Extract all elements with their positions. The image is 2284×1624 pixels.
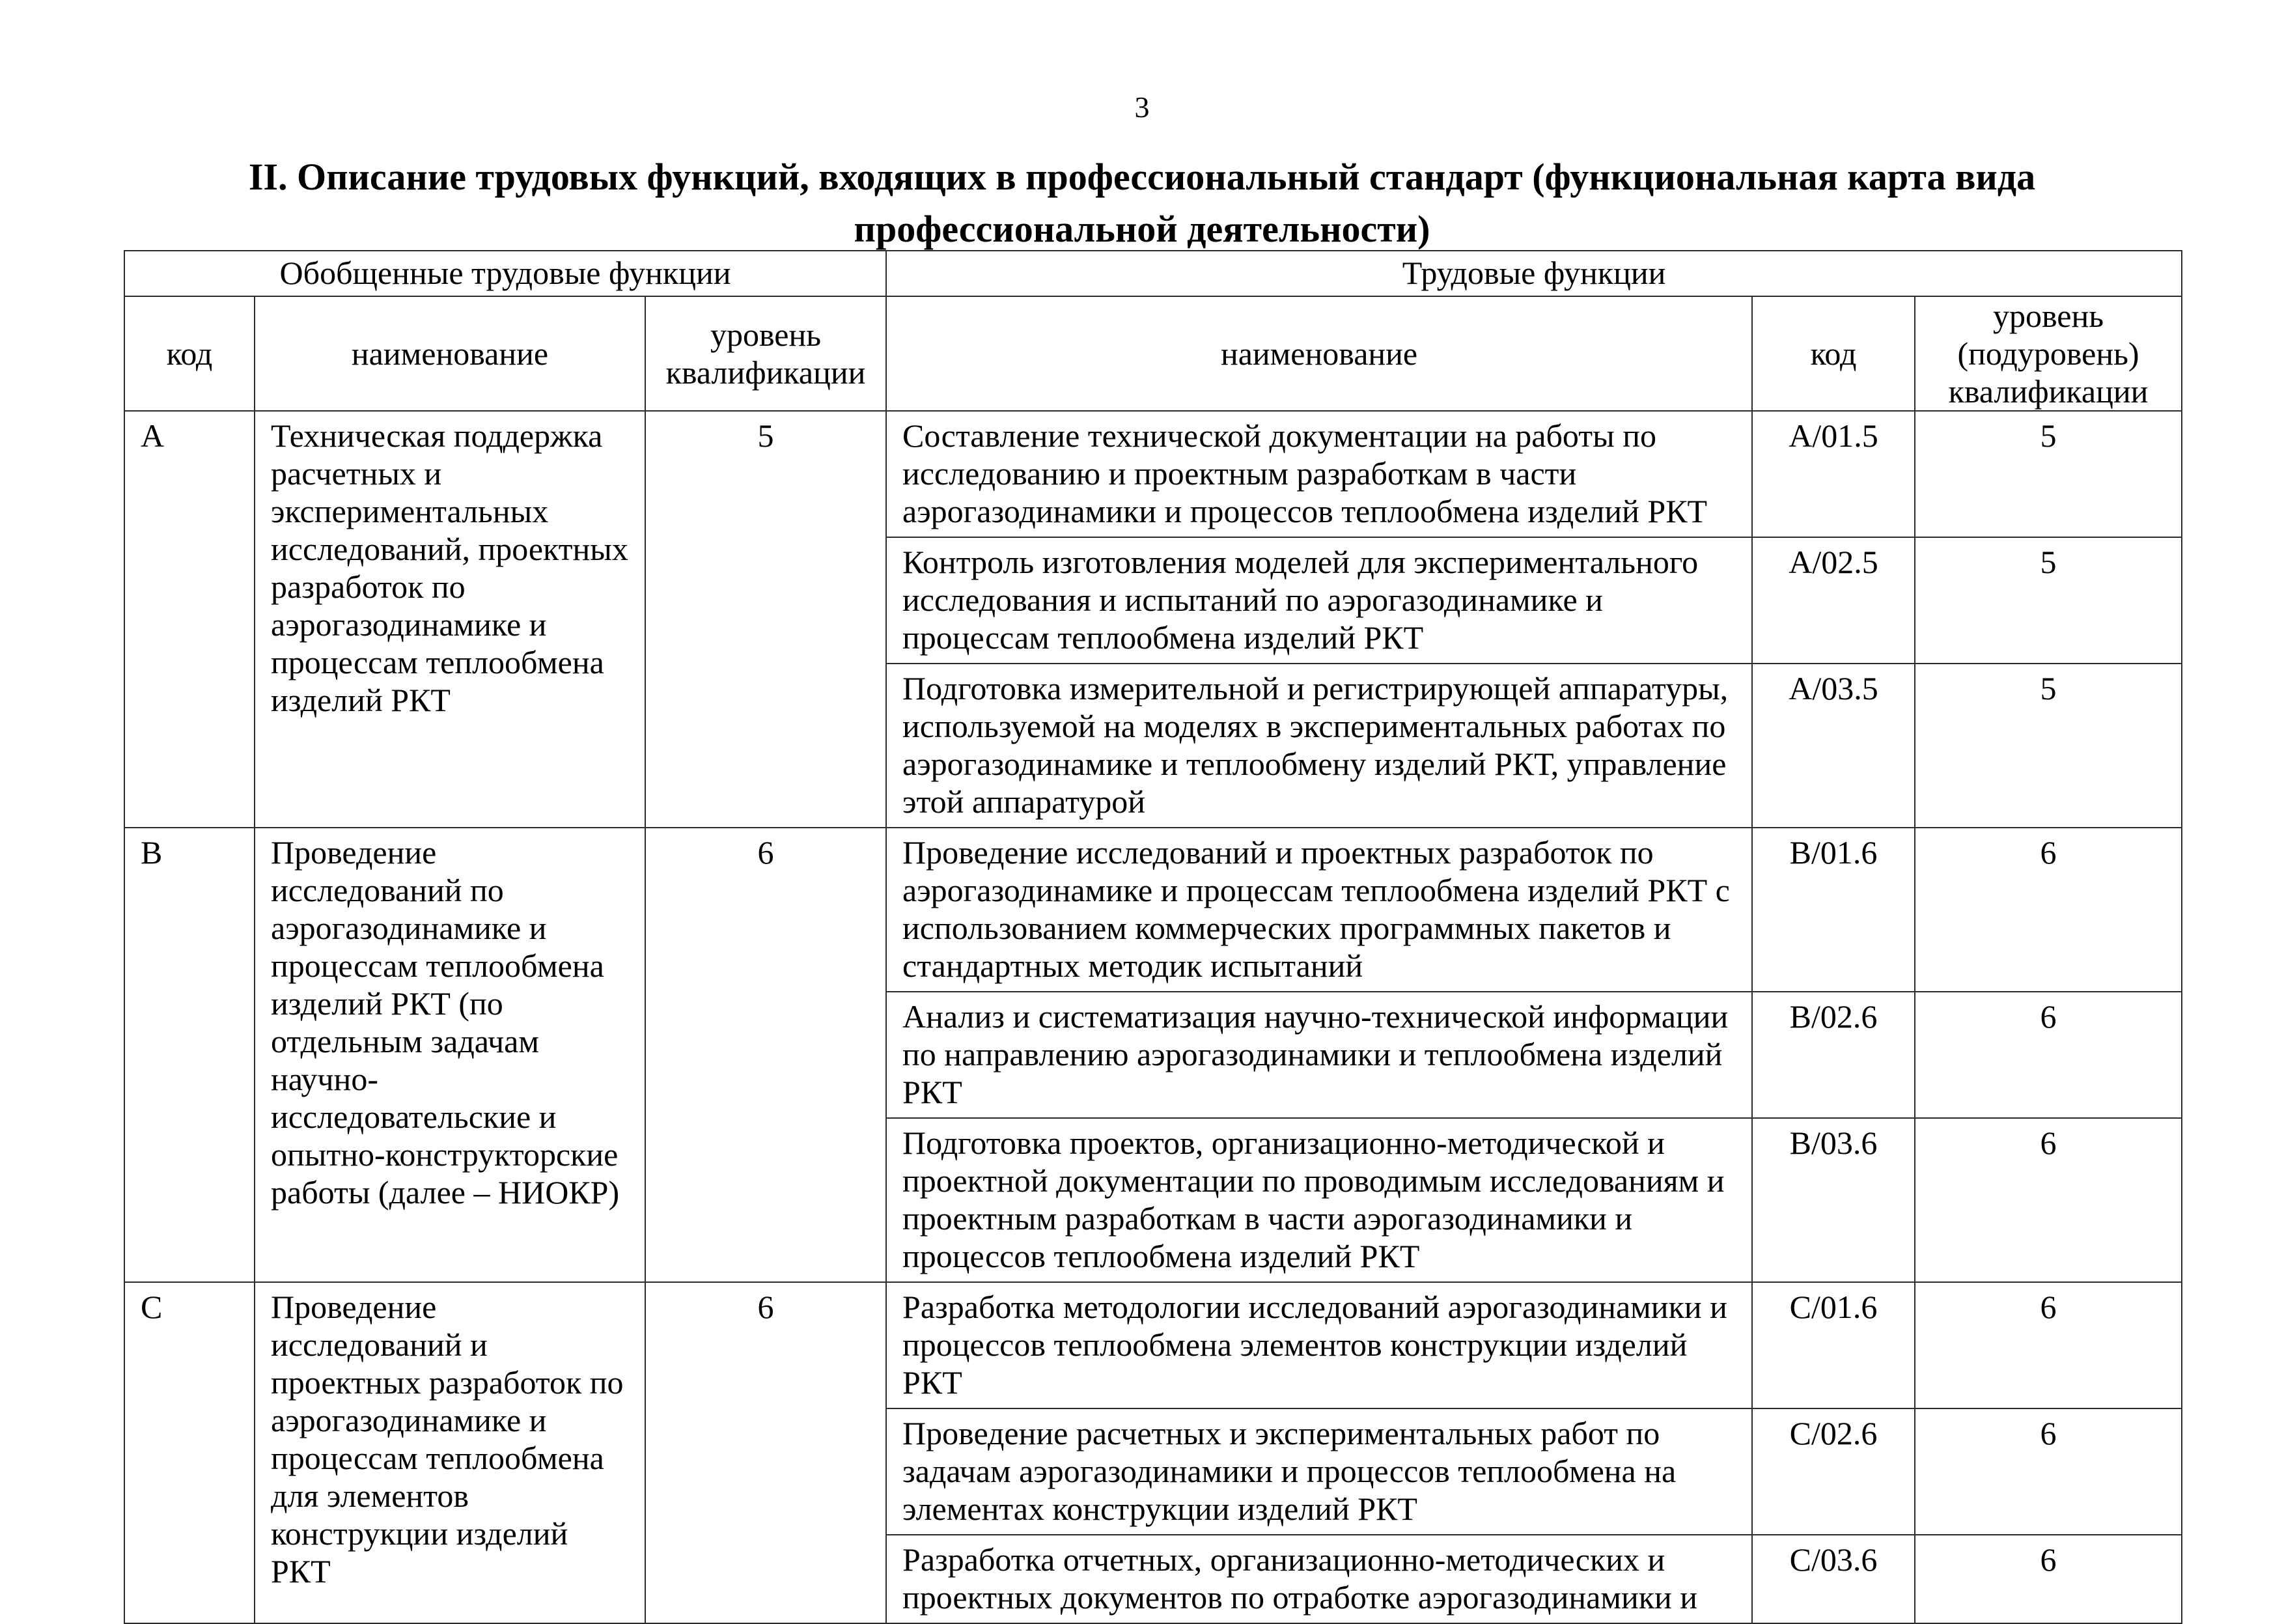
tf-level-cell: 6	[1915, 1118, 2182, 1282]
gf-level-header: уровень квалификации	[645, 296, 886, 411]
tf-code-cell: C/02.6	[1752, 1408, 1915, 1535]
tf-name-cell: Подготовка проектов, организационно-методической и проектной документации по проводимым исследованиям и проектным разработкам в части аэрогазодинамики и процессов теплообмена изделий РКТ	[886, 1118, 1752, 1282]
gf-code-cell: B	[124, 828, 255, 1282]
table-row	[124, 411, 2182, 537]
gf-name-cell: Проведение исследований по аэрогазодинамике и процессам теплообмена изделий РКТ (по отдельным задачам научно-исследовательские и опытно-конструкторские работы (далее – НИОКР)	[255, 828, 645, 1282]
gf-name-cell: Техническая поддержка расчетных и экспериментальных исследований, проектных разработок по аэрогазодинамике и процессам теплообмена изделий РКТ	[255, 411, 645, 828]
group-header-row	[124, 251, 2182, 296]
tf-name-header: наименование	[886, 296, 1752, 411]
gf-level-cell: 6	[645, 828, 886, 1282]
tf-code-cell: B/01.6	[1752, 828, 1915, 992]
tf-name-cell: Разработка отчетных, организационно-методических и проектных документов по отработке аэрогазодинамики и	[886, 1535, 1752, 1623]
tf-code-cell: B/02.6	[1752, 992, 1915, 1118]
tf-name-cell: Составление технической документации на работы по исследованию и проектным разработкам в части аэрогазодинамики и процессов теплообмена изделий РКТ	[886, 411, 1752, 537]
page-number: 3	[1134, 91, 1150, 124]
tf-level-header: уровень (подуровень) квалификации	[1915, 296, 2182, 411]
tf-name-cell: Разработка методологии исследований аэрогазодинамики и процессов теплообмена элементов конструкции изделий РКТ	[886, 1282, 1752, 1408]
tf-code-cell: C/01.6	[1752, 1282, 1915, 1408]
tf-level-cell: 6	[1915, 828, 2182, 992]
tf-level-cell: 6	[1915, 992, 2182, 1118]
tf-level-cell: 5	[1915, 537, 2182, 664]
section-title: II. Описание трудовых функций, входящих в профессиональный стандарт (функциональная карта вида профессиональной деятельности)	[248, 156, 2036, 250]
gf-level-cell: 6	[645, 1282, 886, 1623]
tf-code-cell: B/03.6	[1752, 1118, 1915, 1282]
gf-name-header: наименование	[255, 296, 645, 411]
tf-level-cell: 5	[1915, 411, 2182, 537]
tf-name-cell: Контроль изготовления моделей для экспериментального исследования и испытаний по аэрогазодинамике и процессам теплообмена изделий РКТ	[886, 537, 1752, 664]
gf-level-cell: 5	[645, 411, 886, 828]
gf-code-cell: A	[124, 411, 255, 828]
table-row	[124, 1282, 2182, 1408]
functional-map-table	[124, 250, 2182, 1624]
labor-functions-header: Трудовые функции	[886, 251, 2182, 296]
tf-level-cell: 5	[1915, 664, 2182, 828]
tf-level-cell: 6	[1915, 1282, 2182, 1408]
gf-code-header: код	[124, 296, 255, 411]
tf-code-header: код	[1752, 296, 1915, 411]
table-row	[124, 828, 2182, 992]
tf-code-cell: A/01.5	[1752, 411, 1915, 537]
tf-level-cell: 6	[1915, 1535, 2182, 1623]
tf-code-cell: A/02.5	[1752, 537, 1915, 664]
tf-name-cell: Проведение расчетных и экспериментальных работ по задачам аэрогазодинамики и процессов теплообмена на элементах конструкции изделий РКТ	[886, 1408, 1752, 1535]
tf-name-cell: Анализ и систематизация научно-технической информации по направлению аэрогазодинамики и теплообмена изделий РКТ	[886, 992, 1752, 1118]
generalized-functions-header: Обобщенные трудовые функции	[124, 251, 886, 296]
gf-code-cell: C	[124, 1282, 255, 1623]
column-header-row	[124, 296, 2182, 411]
tf-code-cell: C/03.6	[1752, 1535, 1915, 1623]
tf-name-cell: Подготовка измерительной и регистрирующей аппаратуры, используемой на моделях в экспериментальных работах по аэрогазодинамике и теплообмену изделий РКТ, управление этой аппаратурой	[886, 664, 1752, 828]
tf-code-cell: A/03.5	[1752, 664, 1915, 828]
tf-name-cell: Проведение исследований и проектных разработок по аэрогазодинамике и процессам теплообмена изделий РКТ с использованием коммерческих программных пакетов и стандартных методик испытаний	[886, 828, 1752, 992]
tf-level-cell: 6	[1915, 1408, 2182, 1535]
gf-name-cell: Проведение исследований и проектных разработок по аэрогазодинамике и процессам теплообмена для элементов конструкции изделий РКТ	[255, 1282, 645, 1623]
